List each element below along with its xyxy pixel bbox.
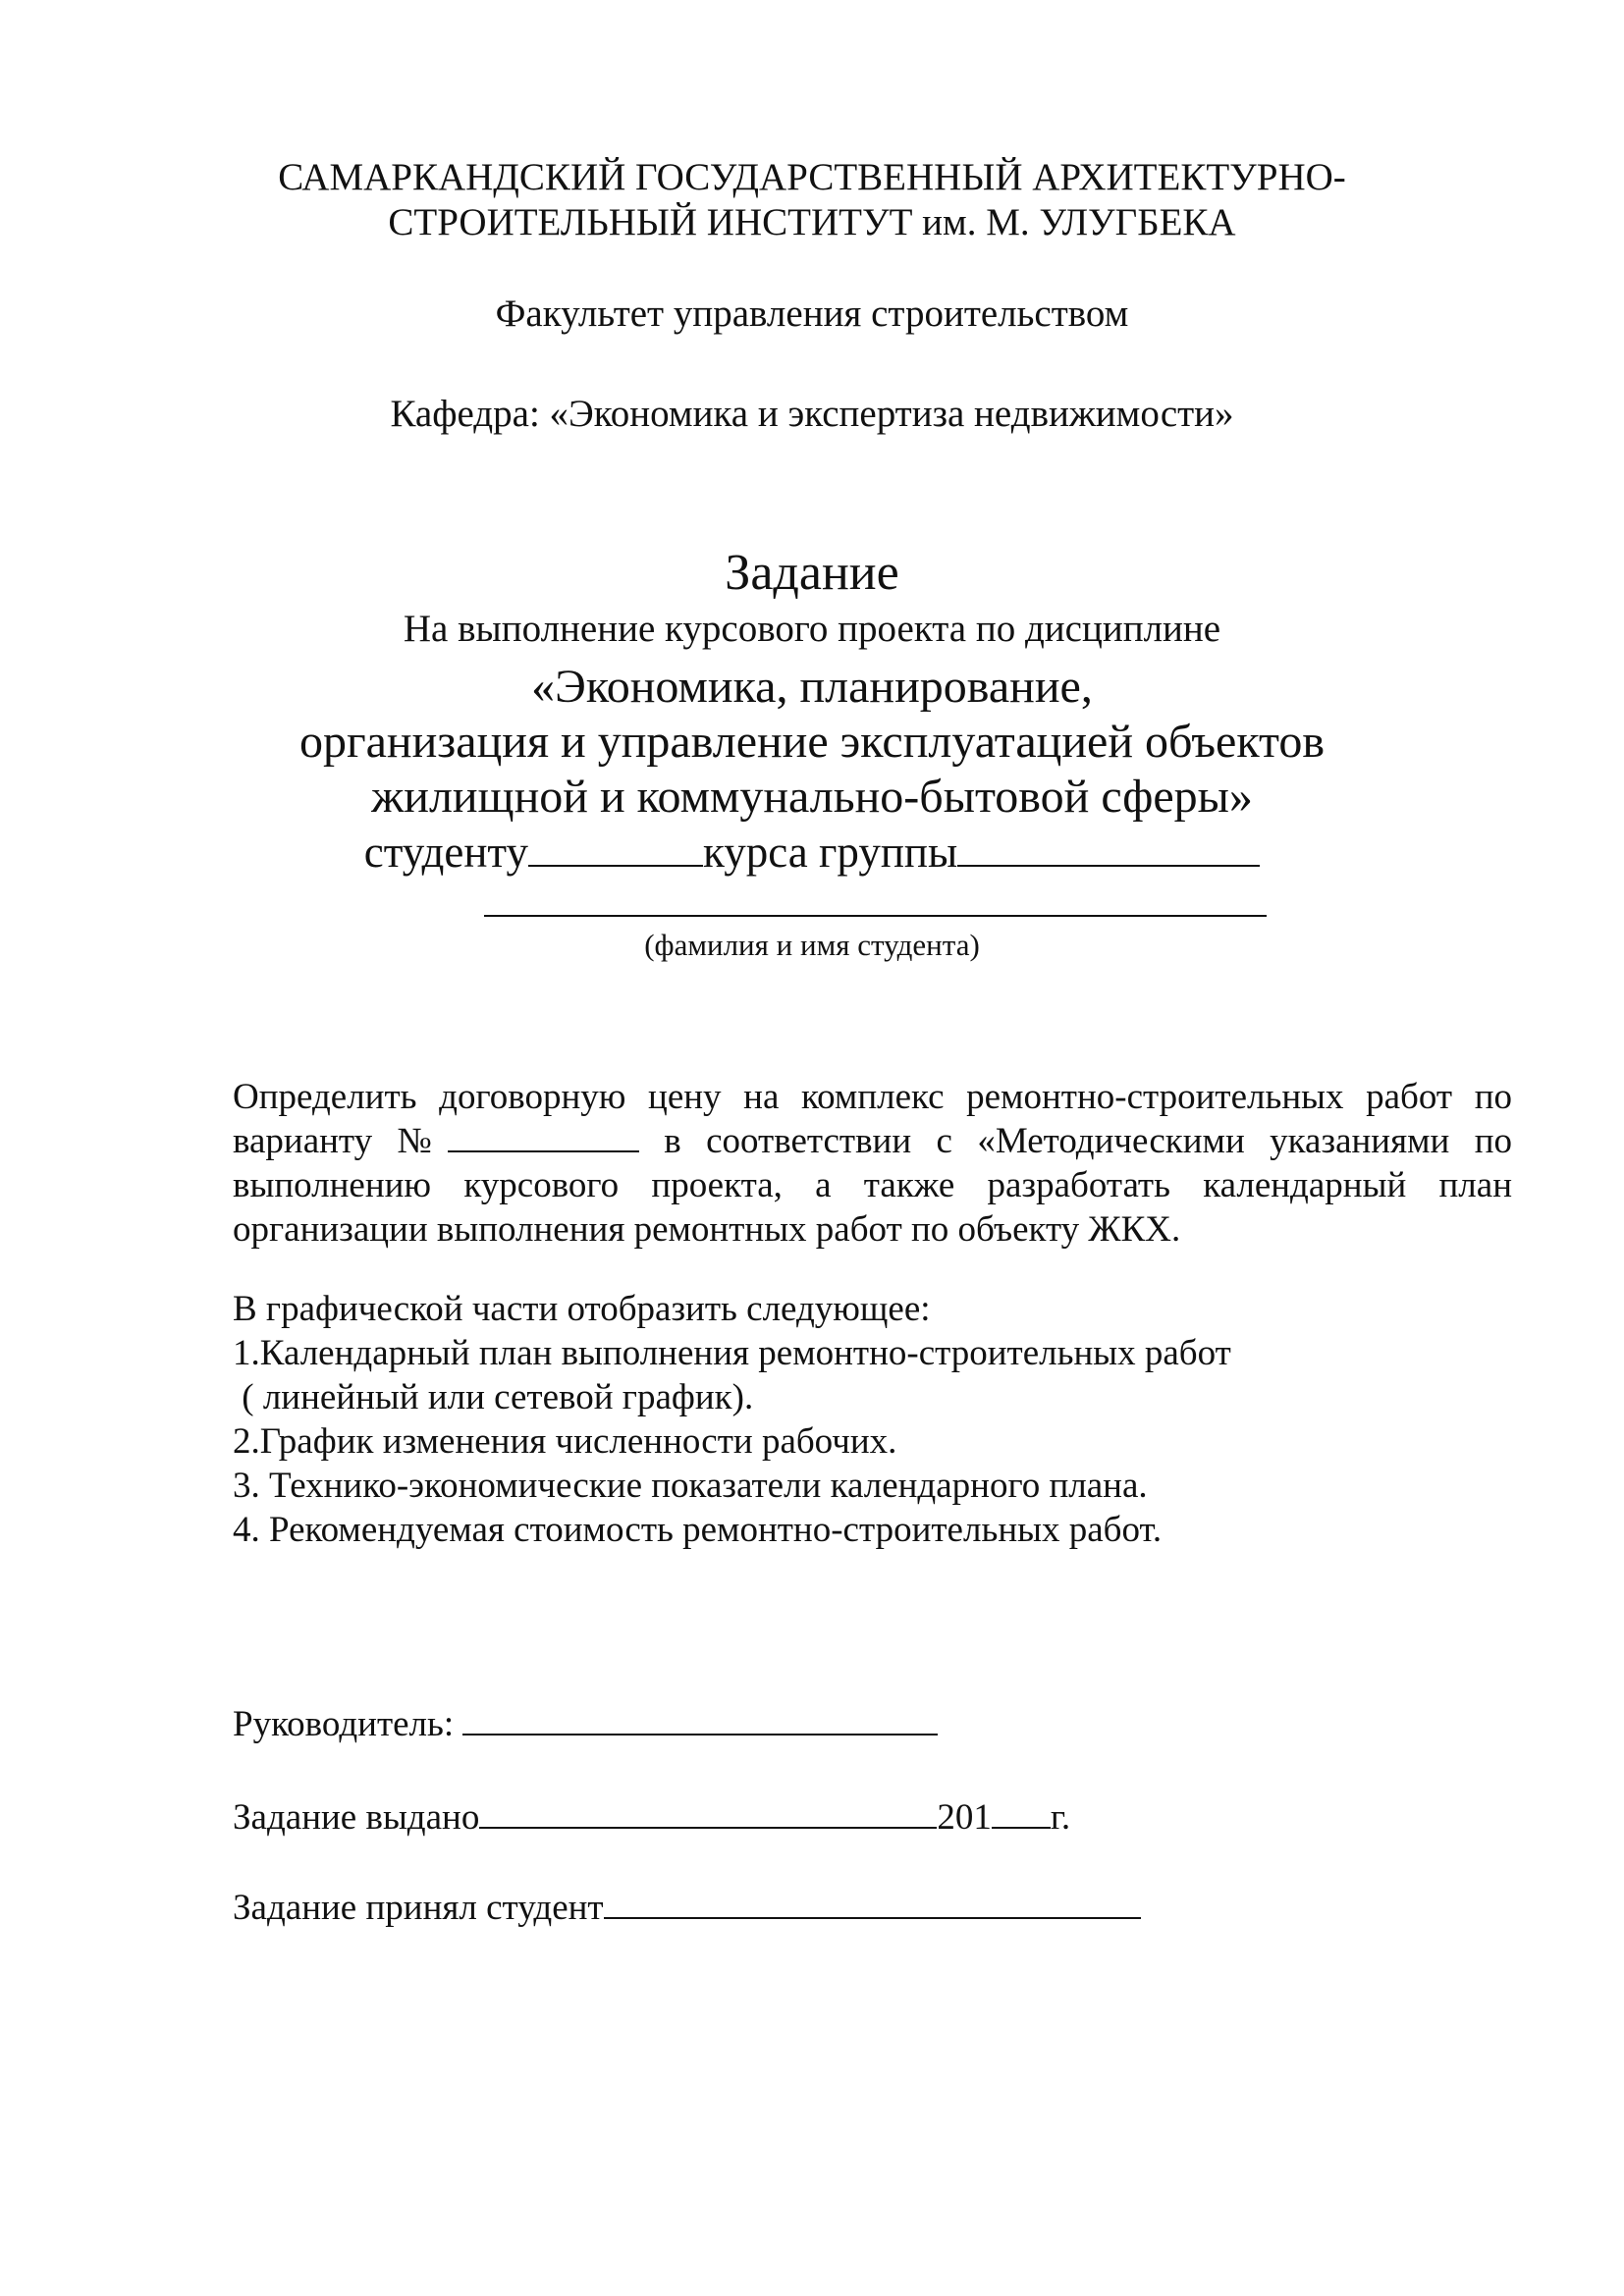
assignment-title: Задание (725, 545, 899, 601)
graphics-item-4: 4. Рекомендуемая стоимость ремонтно-строительных работ. (233, 1510, 1163, 1550)
accepted-label: Задание принял студент (233, 1888, 604, 1928)
task-line1: Определить договорную цену на комплекс ремонтно-строительных работ по (233, 1077, 1512, 1117)
student-course-group-line (0, 827, 1624, 878)
accepted-blank (604, 1917, 1141, 1919)
institute-name-line2: СТРОИТЕЛЬНЫЙ ИНСТИТУТ им. М. УЛУГБЕКА (388, 201, 1236, 243)
graphics-item-1-note: ( линейный или сетевой график). (233, 1377, 754, 1417)
task-description (233, 1075, 1512, 1252)
year-suffix: г. (1050, 1797, 1071, 1838)
institute-name-line1: САМАРКАНДСКИЙ ГОСУДАРСТВЕННЫЙ АРХИТЕКТУРНО- (278, 156, 1346, 198)
student-name-caption: (фамилия и имя студента) (644, 928, 980, 962)
year-blank (992, 1827, 1051, 1829)
discipline-line2: организация и управление эксплуатацией объектов (298, 716, 1326, 768)
task-line2-rest: в соответствии с «Методическими указаниями по (664, 1121, 1512, 1161)
graphics-section (233, 1287, 1512, 1552)
supervisor-blank (462, 1734, 938, 1735)
variant-label: варианту № (233, 1121, 448, 1161)
accepted-line (233, 1886, 1141, 1930)
task-line2 (233, 1119, 1512, 1163)
department-name: Кафедра: «Экономика и экспертиза недвижимости» (390, 393, 1234, 435)
supervisor-label: Руководитель: (233, 1704, 455, 1744)
year-prefix: 201 (937, 1797, 992, 1838)
graphics-item-2: 2.График изменения численности рабочих. (233, 1421, 897, 1462)
assignment-subtitle: На выполнение курсового проекта по дисциплине (403, 608, 1221, 650)
issued-line (233, 1795, 1070, 1840)
graphics-item-1: 1.Календарный план выполнения ремонтно-строительных работ (233, 1333, 1231, 1373)
course-blank (528, 865, 703, 867)
supervisor-line (233, 1702, 938, 1746)
task-line4: организации выполнения ремонтных работ по объекту ЖКХ. (233, 1209, 1181, 1250)
variant-blank (448, 1150, 639, 1152)
course-group-label: курса группы (703, 828, 958, 877)
task-line3: выполнению курсового проекта, а также разработать календарный план (233, 1165, 1512, 1205)
graphics-item-3: 3. Технико-экономические показатели календарного плана. (233, 1466, 1148, 1506)
graphics-intro: В графической части отобразить следующее: (233, 1289, 931, 1329)
student-name-blank (484, 915, 1267, 917)
faculty-name: Факультет управления строительством (495, 293, 1129, 335)
group-blank (957, 865, 1260, 867)
student-label: студенту (363, 828, 528, 877)
discipline-line3: жилищной и коммунально-бытовой сферы» (371, 771, 1253, 823)
discipline-line1: «Экономика, планирование, (531, 661, 1093, 713)
issued-date-blank (479, 1827, 937, 1829)
issued-label: Задание выдано (233, 1797, 480, 1838)
